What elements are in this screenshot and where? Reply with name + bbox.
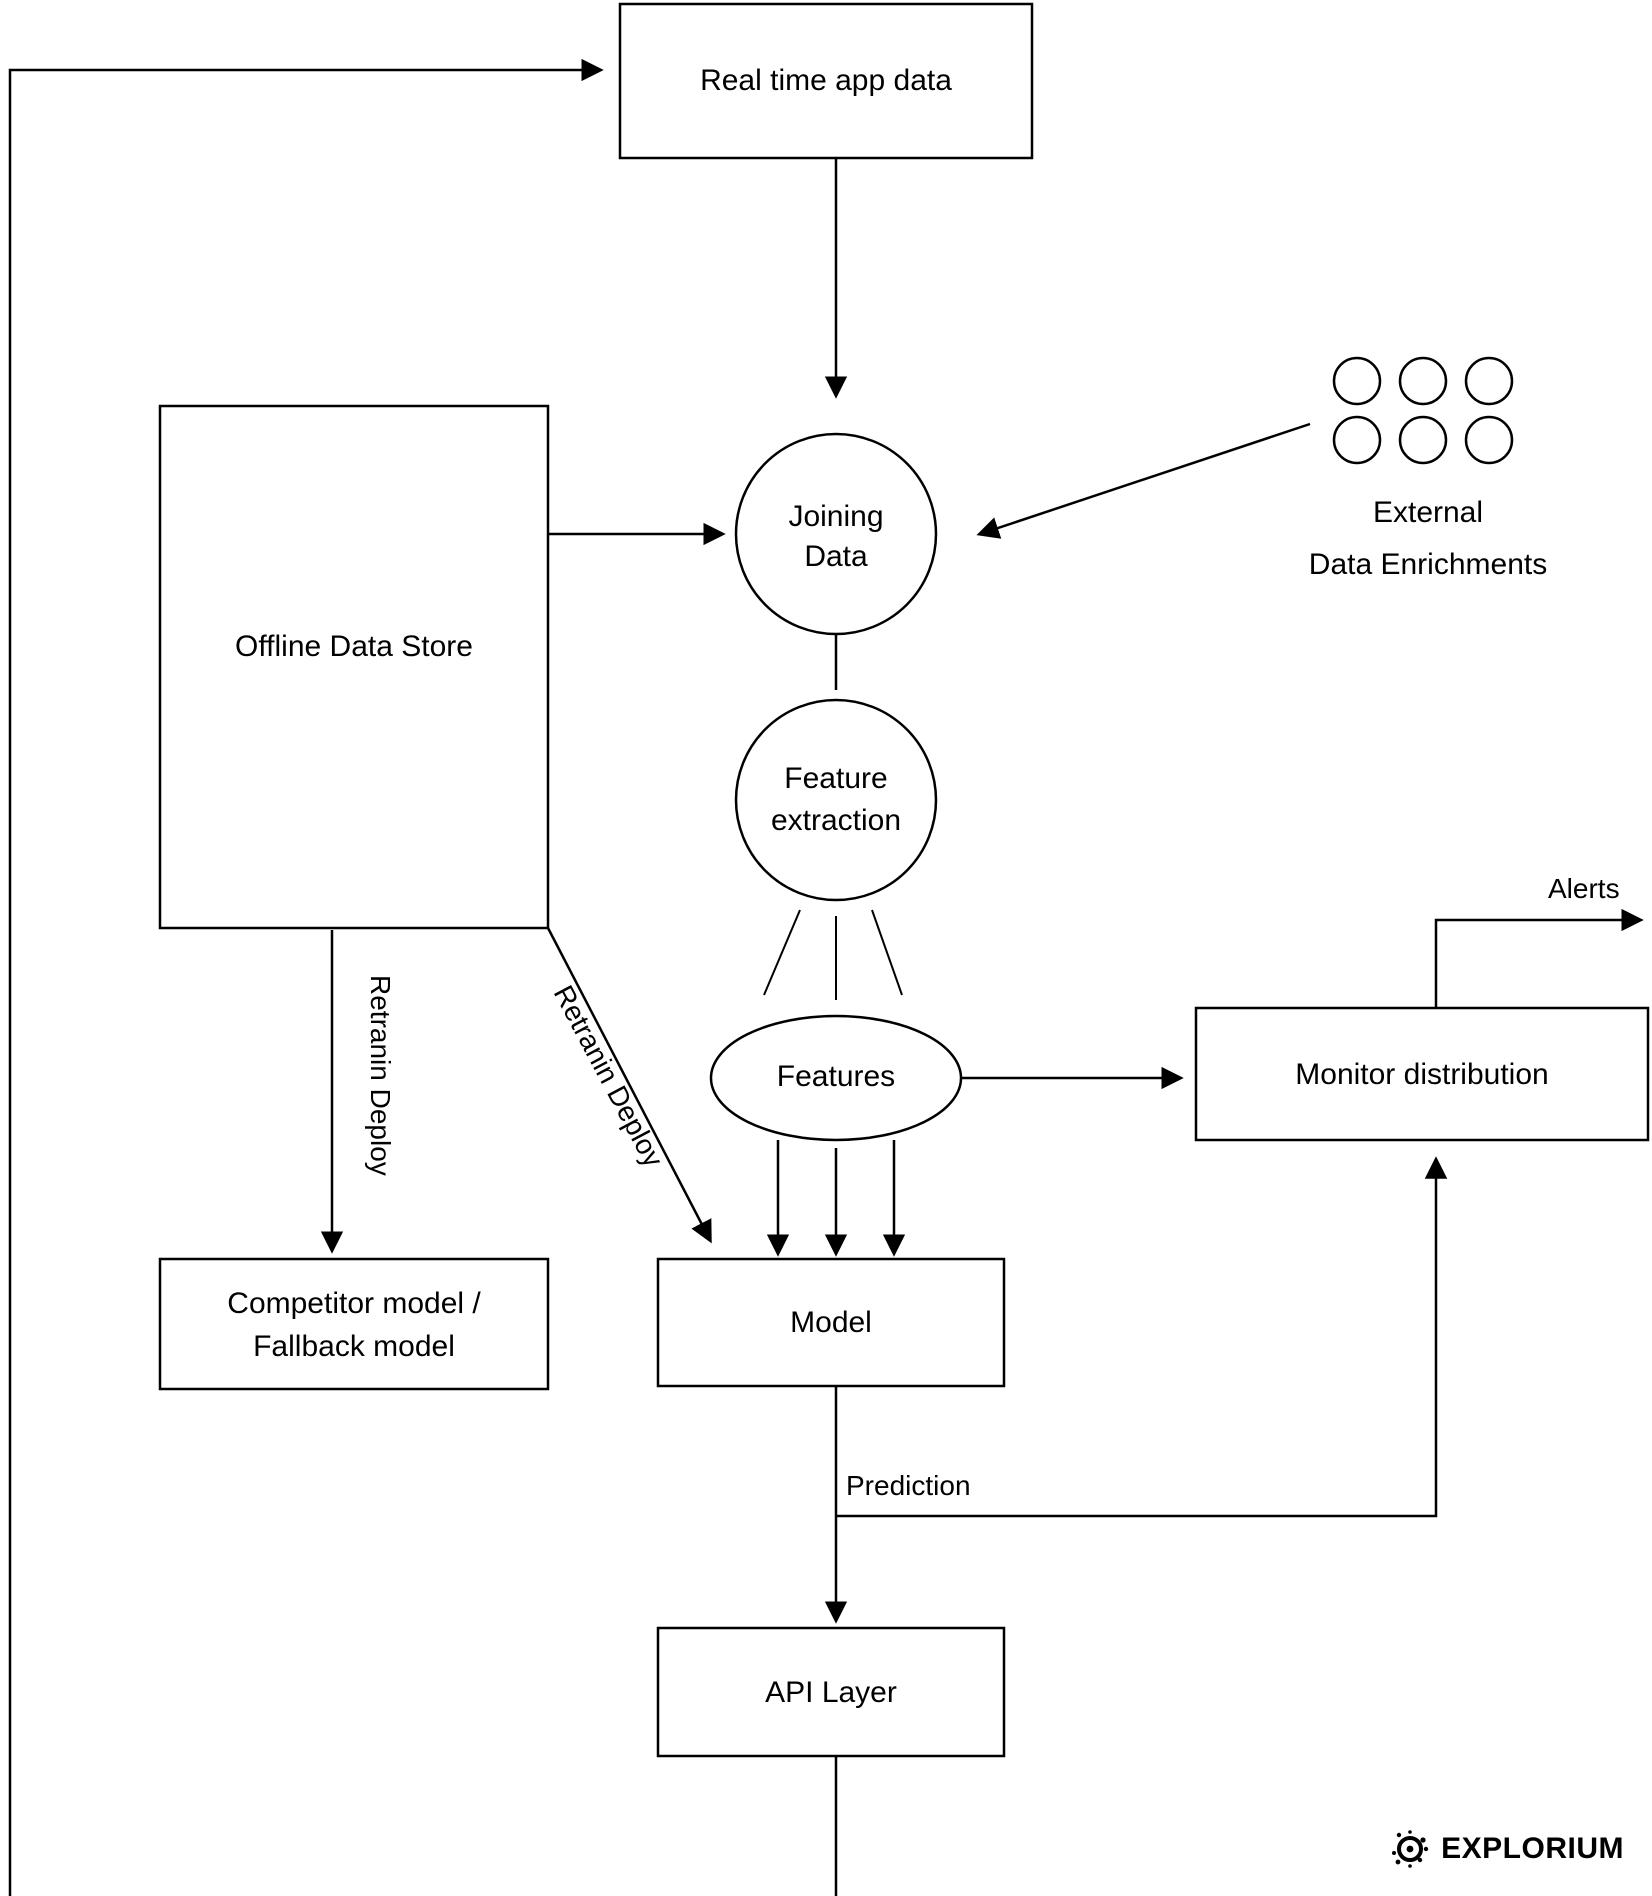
node-monitor-distribution[interactable] <box>1196 1008 1648 1140</box>
feature-extraction-label-line2: extraction <box>770 803 902 837</box>
node-joining-data[interactable] <box>736 434 936 634</box>
feature-extraction-label-line1: Feature <box>784 761 888 795</box>
edge-extraction-fan-left <box>764 910 800 995</box>
external-enrichments-label-line1: External <box>1372 496 1484 529</box>
edge-loop-to-real-time-app-data <box>10 70 600 1896</box>
edge-label-retrain-deploy-right: Retranin Deploy <box>547 980 670 1173</box>
node-offline-data-store[interactable] <box>160 406 548 928</box>
enrichment-circle-5 <box>1400 417 1446 463</box>
enrichment-circle-3 <box>1466 358 1512 404</box>
node-api-layer[interactable] <box>658 1628 1004 1756</box>
model-label: Model <box>790 1305 872 1339</box>
edge-monitor-to-alerts <box>1436 920 1640 1008</box>
offline-data-store-box <box>160 406 548 928</box>
enrichment-circle-6 <box>1466 417 1512 463</box>
joining-data-label-line1: Joining <box>788 499 884 533</box>
explorium-logo-text: EXPLORIUM <box>1441 1832 1624 1865</box>
node-external-data-enrichments[interactable] <box>1309 358 1547 581</box>
node-competitor-fallback-model[interactable] <box>160 1259 548 1389</box>
competitor-model-label-line1: Competitor model / <box>227 1286 481 1320</box>
node-real-time-app-data[interactable] <box>620 4 1032 158</box>
joining-data-circle <box>736 434 936 634</box>
api-layer-label: API Layer <box>765 1675 897 1709</box>
node-model[interactable] <box>658 1259 1004 1386</box>
edge-label-alerts: Alerts <box>1548 873 1620 904</box>
explorium-logo <box>1389 1828 1624 1870</box>
feature-extraction-circle <box>736 700 936 900</box>
edge-enrichments-to-joining <box>980 424 1310 534</box>
real-time-app-data-label: Real time app data <box>700 63 952 97</box>
enrichment-circle-2 <box>1400 358 1446 404</box>
monitor-distribution-label: Monitor distribution <box>1295 1057 1549 1091</box>
joining-data-label-line2: Data <box>804 539 868 573</box>
edge-extraction-fan-right <box>872 910 902 995</box>
node-feature-extraction[interactable] <box>736 700 936 900</box>
edge-label-prediction: Prediction <box>846 1470 971 1501</box>
enrichment-circle-4 <box>1334 417 1380 463</box>
enrichment-circle-1 <box>1334 358 1380 404</box>
competitor-model-label-line2: Fallback model <box>253 1329 455 1363</box>
edge-label-retrain-deploy-left: Retranin Deploy <box>365 975 396 1176</box>
offline-data-store-label: Offline Data Store <box>235 629 473 663</box>
competitor-fallback-model-box <box>160 1259 548 1389</box>
external-enrichments-label-line2: Data Enrichments <box>1308 548 1548 581</box>
node-features[interactable] <box>711 1016 961 1140</box>
explorium-mark-icon <box>1389 1828 1431 1870</box>
features-label: Features <box>776 1059 896 1093</box>
